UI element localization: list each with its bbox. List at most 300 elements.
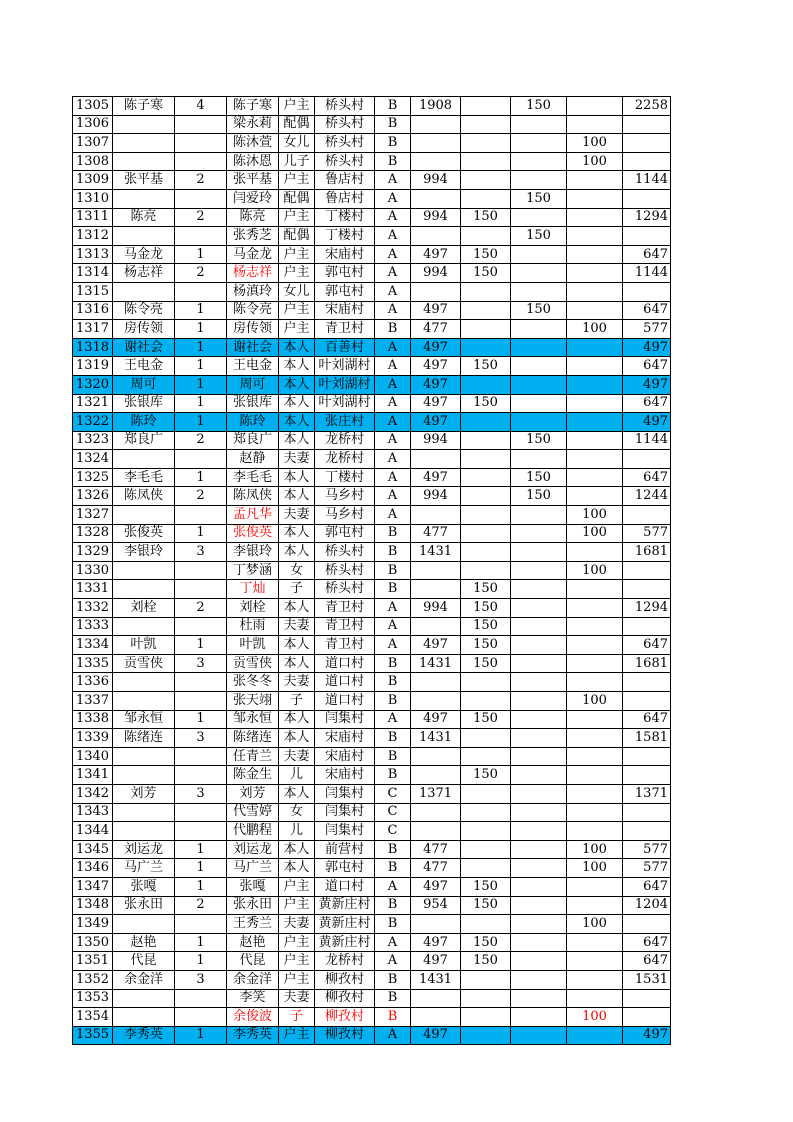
category-cell: A (375, 636, 411, 655)
village-cell: 柳孜村 (315, 970, 375, 989)
row-number-cell: 1331 (73, 580, 113, 599)
row-number-cell: 1334 (73, 636, 113, 655)
total-amount-cell: 647 (623, 636, 671, 655)
row-number-cell: 1333 (73, 617, 113, 636)
relation-cell: 夫妻 (279, 506, 315, 525)
household-size-cell: 1 (175, 877, 227, 896)
table-row (73, 134, 671, 153)
extra-b-cell (511, 617, 567, 636)
total-amount-cell (623, 506, 671, 525)
household-size-cell: 1 (175, 357, 227, 376)
village-cell: 前营村 (315, 840, 375, 859)
row-number-cell: 1337 (73, 692, 113, 711)
extra-b-cell (511, 710, 567, 729)
table-row (73, 599, 671, 618)
extra-c-cell (567, 654, 623, 673)
relation-cell: 配偶 (279, 189, 315, 208)
base-amount-cell (411, 617, 461, 636)
village-cell: 桥头村 (315, 561, 375, 580)
household-size-cell (175, 822, 227, 841)
category-cell: A (375, 301, 411, 320)
household-head-cell: 张永田 (113, 896, 175, 915)
base-amount-cell: 1431 (411, 970, 461, 989)
village-cell: 丁楼村 (315, 227, 375, 246)
total-amount-cell (623, 580, 671, 599)
household-size-cell: 1 (175, 840, 227, 859)
total-amount-cell (623, 915, 671, 934)
extra-b-cell (511, 636, 567, 655)
relation-cell: 本人 (279, 394, 315, 413)
village-cell: 郭屯村 (315, 282, 375, 301)
base-amount-cell (411, 673, 461, 692)
extra-a-cell (461, 729, 511, 748)
village-cell: 柳孜村 (315, 1026, 375, 1045)
total-amount-cell (623, 822, 671, 841)
total-amount-cell: 577 (623, 524, 671, 543)
relation-cell: 户主 (279, 301, 315, 320)
member-name-cell: 孟凡华 (227, 506, 279, 525)
row-number-cell: 1309 (73, 171, 113, 190)
relation-cell: 户主 (279, 208, 315, 227)
row-number-cell: 1307 (73, 134, 113, 153)
extra-a-cell (461, 1026, 511, 1045)
row-number-cell: 1320 (73, 375, 113, 394)
household-head-cell (113, 189, 175, 208)
member-name-cell: 邹永恒 (227, 710, 279, 729)
total-amount-cell: 577 (623, 840, 671, 859)
household-head-cell: 余金洋 (113, 970, 175, 989)
household-size-cell: 1 (175, 301, 227, 320)
total-amount-cell: 1144 (623, 431, 671, 450)
extra-c-cell (567, 450, 623, 469)
total-amount-cell (623, 617, 671, 636)
category-cell: B (375, 115, 411, 134)
village-cell: 张庄村 (315, 413, 375, 432)
extra-c-cell (567, 784, 623, 803)
household-head-cell: 张俊英 (113, 524, 175, 543)
relation-cell: 夫妻 (279, 747, 315, 766)
total-amount-cell (623, 134, 671, 153)
village-cell: 丁楼村 (315, 208, 375, 227)
category-cell: C (375, 822, 411, 841)
extra-b-cell (511, 1008, 567, 1027)
row-number-cell: 1310 (73, 189, 113, 208)
total-amount-cell: 647 (623, 245, 671, 264)
member-name-cell: 闫爱玲 (227, 189, 279, 208)
table-row (73, 859, 671, 878)
total-amount-cell: 1371 (623, 784, 671, 803)
member-name-cell: 陈沐恩 (227, 152, 279, 171)
category-cell: A (375, 375, 411, 394)
row-number-cell: 1340 (73, 747, 113, 766)
extra-b-cell (511, 580, 567, 599)
extra-b-cell (511, 282, 567, 301)
extra-a-cell (461, 747, 511, 766)
base-amount-cell (411, 506, 461, 525)
base-amount-cell: 497 (411, 301, 461, 320)
household-head-cell: 张银库 (113, 394, 175, 413)
village-cell: 黄新庄村 (315, 933, 375, 952)
category-cell: B (375, 134, 411, 153)
row-number-cell: 1329 (73, 543, 113, 562)
village-cell: 郭屯村 (315, 524, 375, 543)
relation-cell: 本人 (279, 357, 315, 376)
category-cell: B (375, 524, 411, 543)
table-row (73, 189, 671, 208)
extra-c-cell (567, 357, 623, 376)
village-cell: 黄新庄村 (315, 915, 375, 934)
extra-b-cell (511, 375, 567, 394)
household-head-cell: 张嘎 (113, 877, 175, 896)
relation-cell: 户主 (279, 245, 315, 264)
extra-b-cell (511, 245, 567, 264)
extra-a-cell (461, 413, 511, 432)
total-amount-cell: 2258 (623, 97, 671, 116)
relation-cell: 本人 (279, 431, 315, 450)
member-name-cell: 陈沐萱 (227, 134, 279, 153)
relation-cell: 本人 (279, 784, 315, 803)
village-cell: 鲁店村 (315, 171, 375, 190)
row-number-cell: 1313 (73, 245, 113, 264)
member-name-cell: 代昆 (227, 952, 279, 971)
relation-cell: 夫妻 (279, 617, 315, 636)
base-amount-cell (411, 115, 461, 134)
base-amount-cell (411, 580, 461, 599)
table-row (73, 822, 671, 841)
household-size-cell: 2 (175, 431, 227, 450)
table-row (73, 1008, 671, 1027)
extra-a-cell: 150 (461, 896, 511, 915)
table-row (73, 710, 671, 729)
extra-b-cell (511, 989, 567, 1008)
village-cell: 桥头村 (315, 97, 375, 116)
total-amount-cell (623, 747, 671, 766)
extra-c-cell: 100 (567, 1008, 623, 1027)
base-amount-cell (411, 561, 461, 580)
household-head-cell: 谢社会 (113, 338, 175, 357)
household-size-cell: 2 (175, 487, 227, 506)
household-size-cell: 1 (175, 859, 227, 878)
household-head-cell: 房传领 (113, 320, 175, 339)
extra-a-cell: 150 (461, 580, 511, 599)
household-head-cell (113, 450, 175, 469)
household-head-cell: 陈令亮 (113, 301, 175, 320)
row-number-cell: 1344 (73, 822, 113, 841)
category-cell: B (375, 896, 411, 915)
household-size-cell: 2 (175, 599, 227, 618)
relation-cell: 儿子 (279, 152, 315, 171)
extra-a-cell (461, 784, 511, 803)
extra-b-cell (511, 357, 567, 376)
extra-a-cell: 150 (461, 766, 511, 785)
row-number-cell: 1312 (73, 227, 113, 246)
row-number-cell: 1318 (73, 338, 113, 357)
relation-cell: 配偶 (279, 115, 315, 134)
extra-c-cell (567, 822, 623, 841)
extra-a-cell (461, 970, 511, 989)
village-cell: 桥头村 (315, 115, 375, 134)
household-head-cell (113, 989, 175, 1008)
row-number-cell: 1330 (73, 561, 113, 580)
base-amount-cell (411, 1008, 461, 1027)
extra-b-cell (511, 803, 567, 822)
member-name-cell: 马广兰 (227, 859, 279, 878)
extra-b-cell (511, 264, 567, 283)
extra-a-cell (461, 803, 511, 822)
table-row (73, 357, 671, 376)
base-amount-cell (411, 189, 461, 208)
relation-cell: 夫妻 (279, 915, 315, 934)
relation-cell: 女儿 (279, 282, 315, 301)
member-name-cell: 李笑 (227, 989, 279, 1008)
village-cell: 道口村 (315, 654, 375, 673)
relation-cell: 户主 (279, 97, 315, 116)
household-head-cell: 陈玲 (113, 413, 175, 432)
base-amount-cell: 994 (411, 487, 461, 506)
relation-cell: 儿 (279, 822, 315, 841)
total-amount-cell: 1531 (623, 970, 671, 989)
total-amount-cell: 647 (623, 357, 671, 376)
total-amount-cell: 1681 (623, 543, 671, 562)
row-number-cell: 1350 (73, 933, 113, 952)
household-head-cell: 代昆 (113, 952, 175, 971)
total-amount-cell: 647 (623, 301, 671, 320)
household-head-cell: 李银玲 (113, 543, 175, 562)
category-cell: A (375, 171, 411, 190)
village-cell: 叶刘湖村 (315, 357, 375, 376)
extra-a-cell: 150 (461, 952, 511, 971)
total-amount-cell (623, 673, 671, 692)
row-number-cell: 1325 (73, 468, 113, 487)
extra-a-cell (461, 227, 511, 246)
category-cell: C (375, 784, 411, 803)
category-cell: A (375, 413, 411, 432)
household-head-cell (113, 506, 175, 525)
member-name-cell: 张永田 (227, 896, 279, 915)
household-size-cell (175, 506, 227, 525)
extra-a-cell: 150 (461, 654, 511, 673)
row-number-cell: 1326 (73, 487, 113, 506)
village-cell: 宋庙村 (315, 766, 375, 785)
member-name-cell: 刘栓 (227, 599, 279, 618)
household-head-cell (113, 617, 175, 636)
relation-cell: 本人 (279, 636, 315, 655)
village-cell: 马乡村 (315, 487, 375, 506)
row-number-cell: 1342 (73, 784, 113, 803)
relation-cell: 本人 (279, 487, 315, 506)
base-amount-cell: 994 (411, 208, 461, 227)
household-size-cell: 3 (175, 970, 227, 989)
base-amount-cell: 497 (411, 877, 461, 896)
extra-c-cell (567, 115, 623, 134)
extra-a-cell (461, 115, 511, 134)
extra-a-cell (461, 97, 511, 116)
relation-cell: 本人 (279, 468, 315, 487)
village-cell: 郭屯村 (315, 859, 375, 878)
household-size-cell (175, 189, 227, 208)
extra-a-cell (461, 859, 511, 878)
total-amount-cell: 497 (623, 413, 671, 432)
household-head-cell (113, 747, 175, 766)
table-row (73, 468, 671, 487)
base-amount-cell (411, 134, 461, 153)
extra-c-cell: 100 (567, 859, 623, 878)
relation-cell: 本人 (279, 524, 315, 543)
category-cell: B (375, 97, 411, 116)
extra-c-cell: 100 (567, 915, 623, 934)
household-head-cell (113, 803, 175, 822)
total-amount-cell (623, 692, 671, 711)
extra-a-cell (461, 189, 511, 208)
base-amount-cell (411, 747, 461, 766)
household-size-cell: 1 (175, 413, 227, 432)
extra-b-cell (511, 524, 567, 543)
category-cell: B (375, 729, 411, 748)
base-amount-cell (411, 450, 461, 469)
category-cell: A (375, 264, 411, 283)
relation-cell: 本人 (279, 338, 315, 357)
extra-b-cell (511, 338, 567, 357)
extra-c-cell: 100 (567, 506, 623, 525)
member-name-cell: 刘运龙 (227, 840, 279, 859)
extra-b-cell (511, 673, 567, 692)
total-amount-cell (623, 152, 671, 171)
village-cell: 龙桥村 (315, 431, 375, 450)
household-size-cell: 2 (175, 208, 227, 227)
member-name-cell: 陈子寒 (227, 97, 279, 116)
member-name-cell: 郑良广 (227, 431, 279, 450)
member-name-cell: 赵静 (227, 450, 279, 469)
extra-a-cell: 150 (461, 245, 511, 264)
extra-c-cell (567, 766, 623, 785)
total-amount-cell (623, 803, 671, 822)
extra-a-cell (461, 673, 511, 692)
category-cell: B (375, 654, 411, 673)
total-amount-cell: 577 (623, 859, 671, 878)
extra-c-cell (567, 1026, 623, 1045)
table-row (73, 394, 671, 413)
village-cell: 闫集村 (315, 822, 375, 841)
extra-c-cell (567, 338, 623, 357)
category-cell: A (375, 710, 411, 729)
member-name-cell: 任青兰 (227, 747, 279, 766)
village-cell: 闫集村 (315, 803, 375, 822)
category-cell: A (375, 952, 411, 971)
extra-c-cell (567, 747, 623, 766)
extra-a-cell: 150 (461, 264, 511, 283)
household-head-cell: 马广兰 (113, 859, 175, 878)
extra-c-cell (567, 599, 623, 618)
table-row (73, 617, 671, 636)
extra-a-cell (461, 692, 511, 711)
row-number-cell: 1323 (73, 431, 113, 450)
extra-b-cell (511, 729, 567, 748)
extra-c-cell (567, 264, 623, 283)
extra-c-cell (567, 543, 623, 562)
relation-cell: 本人 (279, 710, 315, 729)
table-row (73, 654, 671, 673)
household-size-cell (175, 747, 227, 766)
village-cell: 黄新庄村 (315, 896, 375, 915)
member-name-cell: 房传领 (227, 320, 279, 339)
base-amount-cell: 497 (411, 413, 461, 432)
household-head-cell: 马金龙 (113, 245, 175, 264)
total-amount-cell: 647 (623, 394, 671, 413)
household-head-cell: 陈亮 (113, 208, 175, 227)
category-cell: A (375, 189, 411, 208)
extra-a-cell (461, 915, 511, 934)
relation-cell: 户主 (279, 1026, 315, 1045)
relation-cell: 户主 (279, 933, 315, 952)
extra-b-cell (511, 152, 567, 171)
table-row (73, 152, 671, 171)
base-amount-cell (411, 989, 461, 1008)
extra-a-cell (461, 301, 511, 320)
extra-b-cell (511, 413, 567, 432)
village-cell: 柳孜村 (315, 1008, 375, 1027)
extra-a-cell: 150 (461, 208, 511, 227)
total-amount-cell: 497 (623, 338, 671, 357)
total-amount-cell: 1144 (623, 171, 671, 190)
base-amount-cell: 954 (411, 896, 461, 915)
extra-b-cell (511, 394, 567, 413)
base-amount-cell: 994 (411, 264, 461, 283)
extra-a-cell: 150 (461, 394, 511, 413)
row-number-cell: 1349 (73, 915, 113, 934)
village-cell: 宋庙村 (315, 747, 375, 766)
table-row (73, 245, 671, 264)
extra-a-cell: 150 (461, 877, 511, 896)
base-amount-cell: 497 (411, 338, 461, 357)
extra-c-cell (567, 896, 623, 915)
extra-a-cell (461, 840, 511, 859)
category-cell: A (375, 1026, 411, 1045)
household-size-cell: 2 (175, 171, 227, 190)
table-row (73, 97, 671, 116)
member-name-cell: 张天翊 (227, 692, 279, 711)
household-size-cell: 1 (175, 952, 227, 971)
category-cell: B (375, 859, 411, 878)
member-name-cell: 周可 (227, 375, 279, 394)
table-row (73, 803, 671, 822)
member-name-cell: 丁灿 (227, 580, 279, 599)
household-size-cell (175, 803, 227, 822)
base-amount-cell (411, 692, 461, 711)
extra-b-cell (511, 915, 567, 934)
household-head-cell: 叶凯 (113, 636, 175, 655)
household-size-cell (175, 915, 227, 934)
extra-c-cell: 100 (567, 561, 623, 580)
category-cell: B (375, 747, 411, 766)
member-name-cell: 余金洋 (227, 970, 279, 989)
extra-a-cell (461, 431, 511, 450)
row-number-cell: 1319 (73, 357, 113, 376)
extra-c-cell (567, 413, 623, 432)
row-number-cell: 1306 (73, 115, 113, 134)
total-amount-cell: 647 (623, 710, 671, 729)
row-number-cell: 1336 (73, 673, 113, 692)
member-name-cell: 代鹏程 (227, 822, 279, 841)
household-head-cell: 杨志祥 (113, 264, 175, 283)
household-head-cell: 邹永恒 (113, 710, 175, 729)
village-cell: 鲁店村 (315, 189, 375, 208)
table-row (73, 747, 671, 766)
extra-c-cell (567, 580, 623, 599)
household-head-cell (113, 692, 175, 711)
category-cell: B (375, 1008, 411, 1027)
extra-b-cell (511, 952, 567, 971)
extra-b-cell (511, 320, 567, 339)
